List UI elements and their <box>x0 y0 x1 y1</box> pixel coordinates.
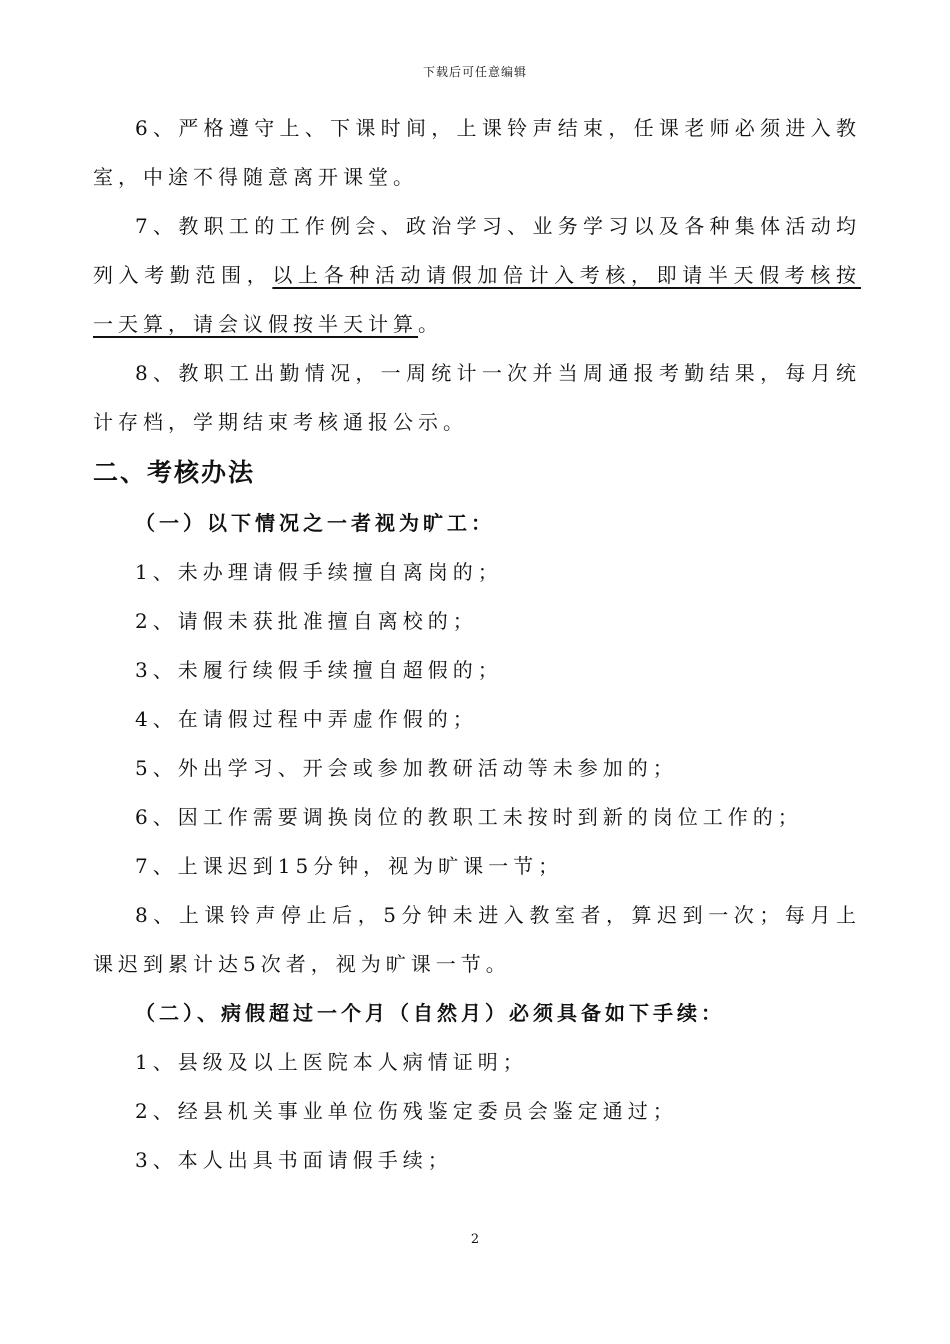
rule-item-7 <box>93 202 861 349</box>
absence-item: 2、请假未获批准擅自离校的； <box>135 609 478 633</box>
absence-item: 7、上课迟到15分钟，视为旷课一节； <box>135 854 564 878</box>
sick-leave-item: 1、县级及以上医院本人病情证明； <box>135 1050 528 1074</box>
absence-item: 4、在请假过程中弄虚作假的； <box>135 707 478 731</box>
absence-item: 3、未履行续假手续擅自超假的； <box>135 658 503 682</box>
rule-item-8: 8、教职工出勤情况，一周统计一次并当周通报考勤结果，每月统计存档，学期结束考核通报公示。 <box>93 361 861 434</box>
absence-item: 5、外出学习、开会或参加教研活动等未参加的； <box>135 756 678 780</box>
document-body <box>93 104 861 1185</box>
section-heading: 二、考核办法 <box>93 458 256 487</box>
page-number: 2 <box>470 1232 480 1247</box>
subsection-heading-absence: （一）以下情况之一者视为旷工： <box>135 511 495 535</box>
rule-item-6: 6、严格遵守上、下课时间，上课铃声结束，任课老师必须进入教室，中途不得随意离开课堂。 <box>93 116 861 189</box>
absence-item: 8、上课铃声停止后，5分钟未进入教室者，算迟到一次；每月上课迟到累计达5次者，视为旷课一节。 <box>93 903 861 976</box>
rule-item-7-underlined-text: 以上各种活动请假加倍计入考核，即请半天假考核按一天算，请会议假按半天计算 <box>93 263 862 336</box>
rule-item-7-end: 。 <box>418 312 443 336</box>
rule-item-7-text: 7、教职工的工作例会、政治学习、业务学习以及各种集体活动均列入考勤范围， <box>93 214 861 287</box>
sick-leave-item: 2、经县机关事业单位伤残鉴定委员会鉴定通过； <box>135 1099 678 1123</box>
absence-item: 6、因工作需要调换岗位的教职工未按时到新的岗位工作的； <box>135 805 803 829</box>
subsection-heading-sick-leave: （二）、病假超过一个月（自然月）必须具备如下手续： <box>135 1001 725 1025</box>
page-header: 下载后可任意编辑 <box>422 65 527 79</box>
sick-leave-item: 3、本人出具书面请假手续； <box>135 1148 453 1172</box>
absence-item: 1、未办理请假手续擅自离岗的； <box>135 560 503 584</box>
